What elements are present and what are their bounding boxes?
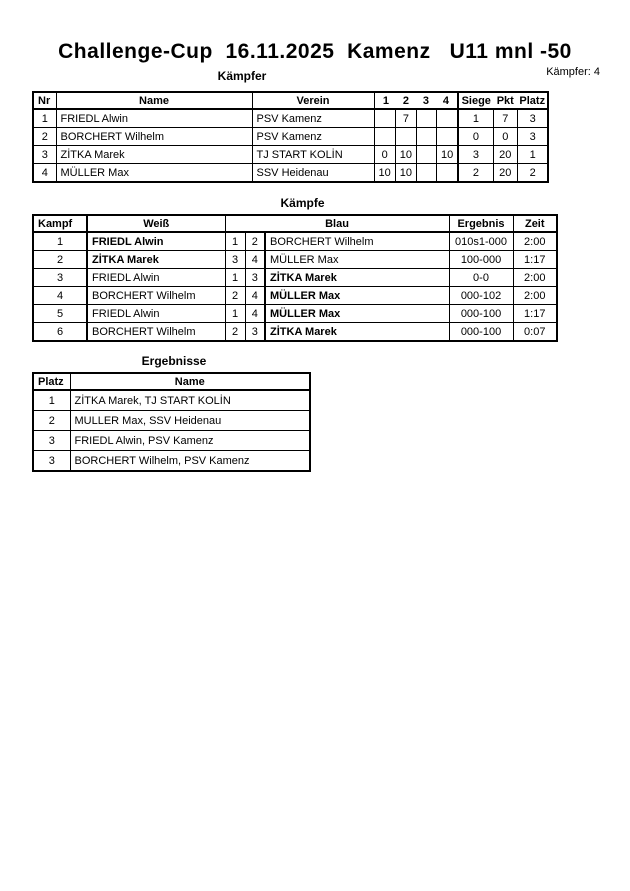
- platz-value: 3: [518, 128, 549, 146]
- platz-value: 3: [518, 109, 549, 128]
- pkt-value: 0: [493, 128, 518, 146]
- table-row: [33, 305, 557, 323]
- siege-value: 0: [458, 128, 493, 146]
- fighter-name: MÜLLER Max: [56, 164, 252, 183]
- col-kampf: Kampf: [33, 215, 87, 232]
- fighter-nr: 4: [33, 164, 56, 183]
- table-row: [33, 146, 548, 164]
- kampf-nr: 6: [33, 323, 87, 342]
- round-score: 10: [437, 146, 459, 164]
- fighter-nr: 1: [33, 109, 56, 128]
- col-zeit: Zeit: [513, 215, 557, 232]
- weiss-nr: 3: [225, 251, 245, 269]
- weiss-fighter: FRIEDL Alwin: [87, 269, 225, 287]
- blau-nr: 4: [245, 287, 265, 305]
- round-score: [417, 146, 437, 164]
- weiss-nr: 2: [225, 323, 245, 342]
- platz-value: 2: [33, 411, 70, 431]
- weiss-nr: 2: [225, 287, 245, 305]
- table-row: [33, 411, 310, 431]
- siege-value: 2: [458, 164, 493, 183]
- zeit-value: 2:00: [513, 269, 557, 287]
- table-row: [33, 164, 548, 183]
- col-name: Name: [70, 373, 310, 390]
- ergebnis-value: 000-100: [449, 305, 513, 323]
- kampf-nr: 5: [33, 305, 87, 323]
- fighter-verein: SSV Heidenau: [252, 164, 374, 183]
- table-header-row: [33, 92, 548, 109]
- kampf-nr: 1: [33, 232, 87, 251]
- placed-fighter: FRIEDL Alwin, PSV Kamenz: [70, 431, 310, 451]
- zeit-value: 1:17: [513, 251, 557, 269]
- blau-fighter: MÜLLER Max: [265, 251, 449, 269]
- weiss-fighter: FRIEDL Alwin: [87, 232, 225, 251]
- platz-value: 3: [33, 451, 70, 472]
- blau-nr: 3: [245, 269, 265, 287]
- weiss-fighter: BORCHERT Wilhelm: [87, 287, 225, 305]
- zeit-value: 2:00: [513, 232, 557, 251]
- round-score: [437, 164, 459, 183]
- round-score: [374, 109, 395, 128]
- placed-fighter: BORCHERT Wilhelm, PSV Kamenz: [70, 451, 310, 472]
- table-row: [33, 109, 548, 128]
- ergebnisse-heading: Ergebnisse: [141, 354, 207, 368]
- table-row: [33, 269, 557, 287]
- col-round-2: 2: [402, 94, 409, 107]
- round-score: 7: [395, 109, 416, 128]
- weiss-nr: 1: [225, 305, 245, 323]
- col-platz: Platz: [519, 94, 546, 107]
- round-score: [395, 128, 416, 146]
- col-results: [458, 92, 548, 109]
- fighter-verein: PSV Kamenz: [252, 128, 374, 146]
- zeit-value: 0:07: [513, 323, 557, 342]
- fighter-name: ZİTKA Marek: [56, 146, 252, 164]
- pkt-value: 7: [493, 109, 518, 128]
- fighters-count: Kämpfer: 4: [546, 66, 600, 78]
- ergebnis-value: 000-102: [449, 287, 513, 305]
- table-row: [33, 451, 310, 472]
- table-row: [33, 287, 557, 305]
- weiss-fighter: FRIEDL Alwin: [87, 305, 225, 323]
- blau-fighter: ZİTKA Marek: [265, 323, 449, 342]
- blau-fighter: MÜLLER Max: [265, 287, 449, 305]
- platz-value: 1: [518, 146, 549, 164]
- col-platz: Platz: [33, 373, 70, 390]
- round-score: [437, 109, 459, 128]
- round-score: [417, 164, 437, 183]
- kampf-nr: 4: [33, 287, 87, 305]
- round-score: [417, 109, 437, 128]
- round-score: 10: [374, 164, 395, 183]
- blau-nr: 4: [245, 305, 265, 323]
- pkt-value: 20: [493, 146, 518, 164]
- col-verein: Verein: [252, 92, 374, 109]
- col-ergebnis: Ergebnis: [449, 215, 513, 232]
- fighter-nr: 2: [33, 128, 56, 146]
- platz-value: 3: [33, 431, 70, 451]
- round-score: [437, 128, 459, 146]
- kaempfer-heading: Kämpfer: [217, 69, 267, 83]
- ergebnis-value: 000-100: [449, 323, 513, 342]
- blau-nr: 3: [245, 323, 265, 342]
- blau-fighter: MÜLLER Max: [265, 305, 449, 323]
- kaempfe-table: [32, 214, 558, 342]
- ergebnis-value: 010s1-000: [449, 232, 513, 251]
- col-pkt: Pkt: [496, 94, 514, 107]
- ergebnis-value: 100-000: [449, 251, 513, 269]
- col-blau: Blau: [225, 215, 449, 232]
- kampf-nr: 2: [33, 251, 87, 269]
- table-row: [33, 251, 557, 269]
- placed-fighter: MULLER Max, SSV Heidenau: [70, 411, 310, 431]
- kaempfe-heading: Kämpfe: [280, 196, 325, 210]
- ergebnisse-table: [32, 372, 311, 472]
- fighter-verein: PSV Kamenz: [252, 109, 374, 128]
- table-row: [33, 431, 310, 451]
- kaempfer-table: [32, 91, 549, 183]
- col-weiss: Weiß: [87, 215, 225, 232]
- weiss-fighter: BORCHERT Wilhelm: [87, 323, 225, 342]
- col-siege: Siege: [461, 94, 491, 107]
- fighter-nr: 3: [33, 146, 56, 164]
- weiss-nr: 1: [225, 232, 245, 251]
- siege-value: 3: [458, 146, 493, 164]
- fighter-name: FRIEDL Alwin: [56, 109, 252, 128]
- ergebnis-value: 0-0: [449, 269, 513, 287]
- col-round-1: 1: [382, 94, 389, 107]
- blau-nr: 4: [245, 251, 265, 269]
- siege-value: 1: [458, 109, 493, 128]
- weiss-nr: 1: [225, 269, 245, 287]
- round-score: 10: [395, 146, 416, 164]
- table-row: [33, 390, 310, 411]
- col-round-3: 3: [422, 94, 429, 107]
- col-nr: Nr: [33, 92, 56, 109]
- page-title: Challenge-Cup 16.11.2025 Kamenz U11 mnl -50: [58, 40, 572, 63]
- table-header-row: [33, 215, 557, 232]
- col-rounds: [374, 92, 458, 109]
- blau-nr: 2: [245, 232, 265, 251]
- weiss-fighter: ZİTKA Marek: [87, 251, 225, 269]
- table-row: [33, 128, 548, 146]
- blau-fighter: BORCHERT Wilhelm: [265, 232, 449, 251]
- zeit-value: 1:17: [513, 305, 557, 323]
- col-name: Name: [56, 92, 252, 109]
- pkt-value: 20: [493, 164, 518, 183]
- placed-fighter: ZİTKA Marek, TJ START KOLİN: [70, 390, 310, 411]
- col-round-4: 4: [442, 94, 449, 107]
- kampf-nr: 3: [33, 269, 87, 287]
- fighter-verein: TJ START KOLİN: [252, 146, 374, 164]
- table-row: [33, 232, 557, 251]
- table-row: [33, 323, 557, 342]
- round-score: 10: [395, 164, 416, 183]
- round-score: [417, 128, 437, 146]
- round-score: [374, 128, 395, 146]
- table-header-row: [33, 373, 310, 390]
- fighter-name: BORCHERT Wilhelm: [56, 128, 252, 146]
- zeit-value: 2:00: [513, 287, 557, 305]
- blau-fighter: ZİTKA Marek: [265, 269, 449, 287]
- platz-value: 1: [33, 390, 70, 411]
- round-score: 0: [374, 146, 395, 164]
- platz-value: 2: [518, 164, 549, 183]
